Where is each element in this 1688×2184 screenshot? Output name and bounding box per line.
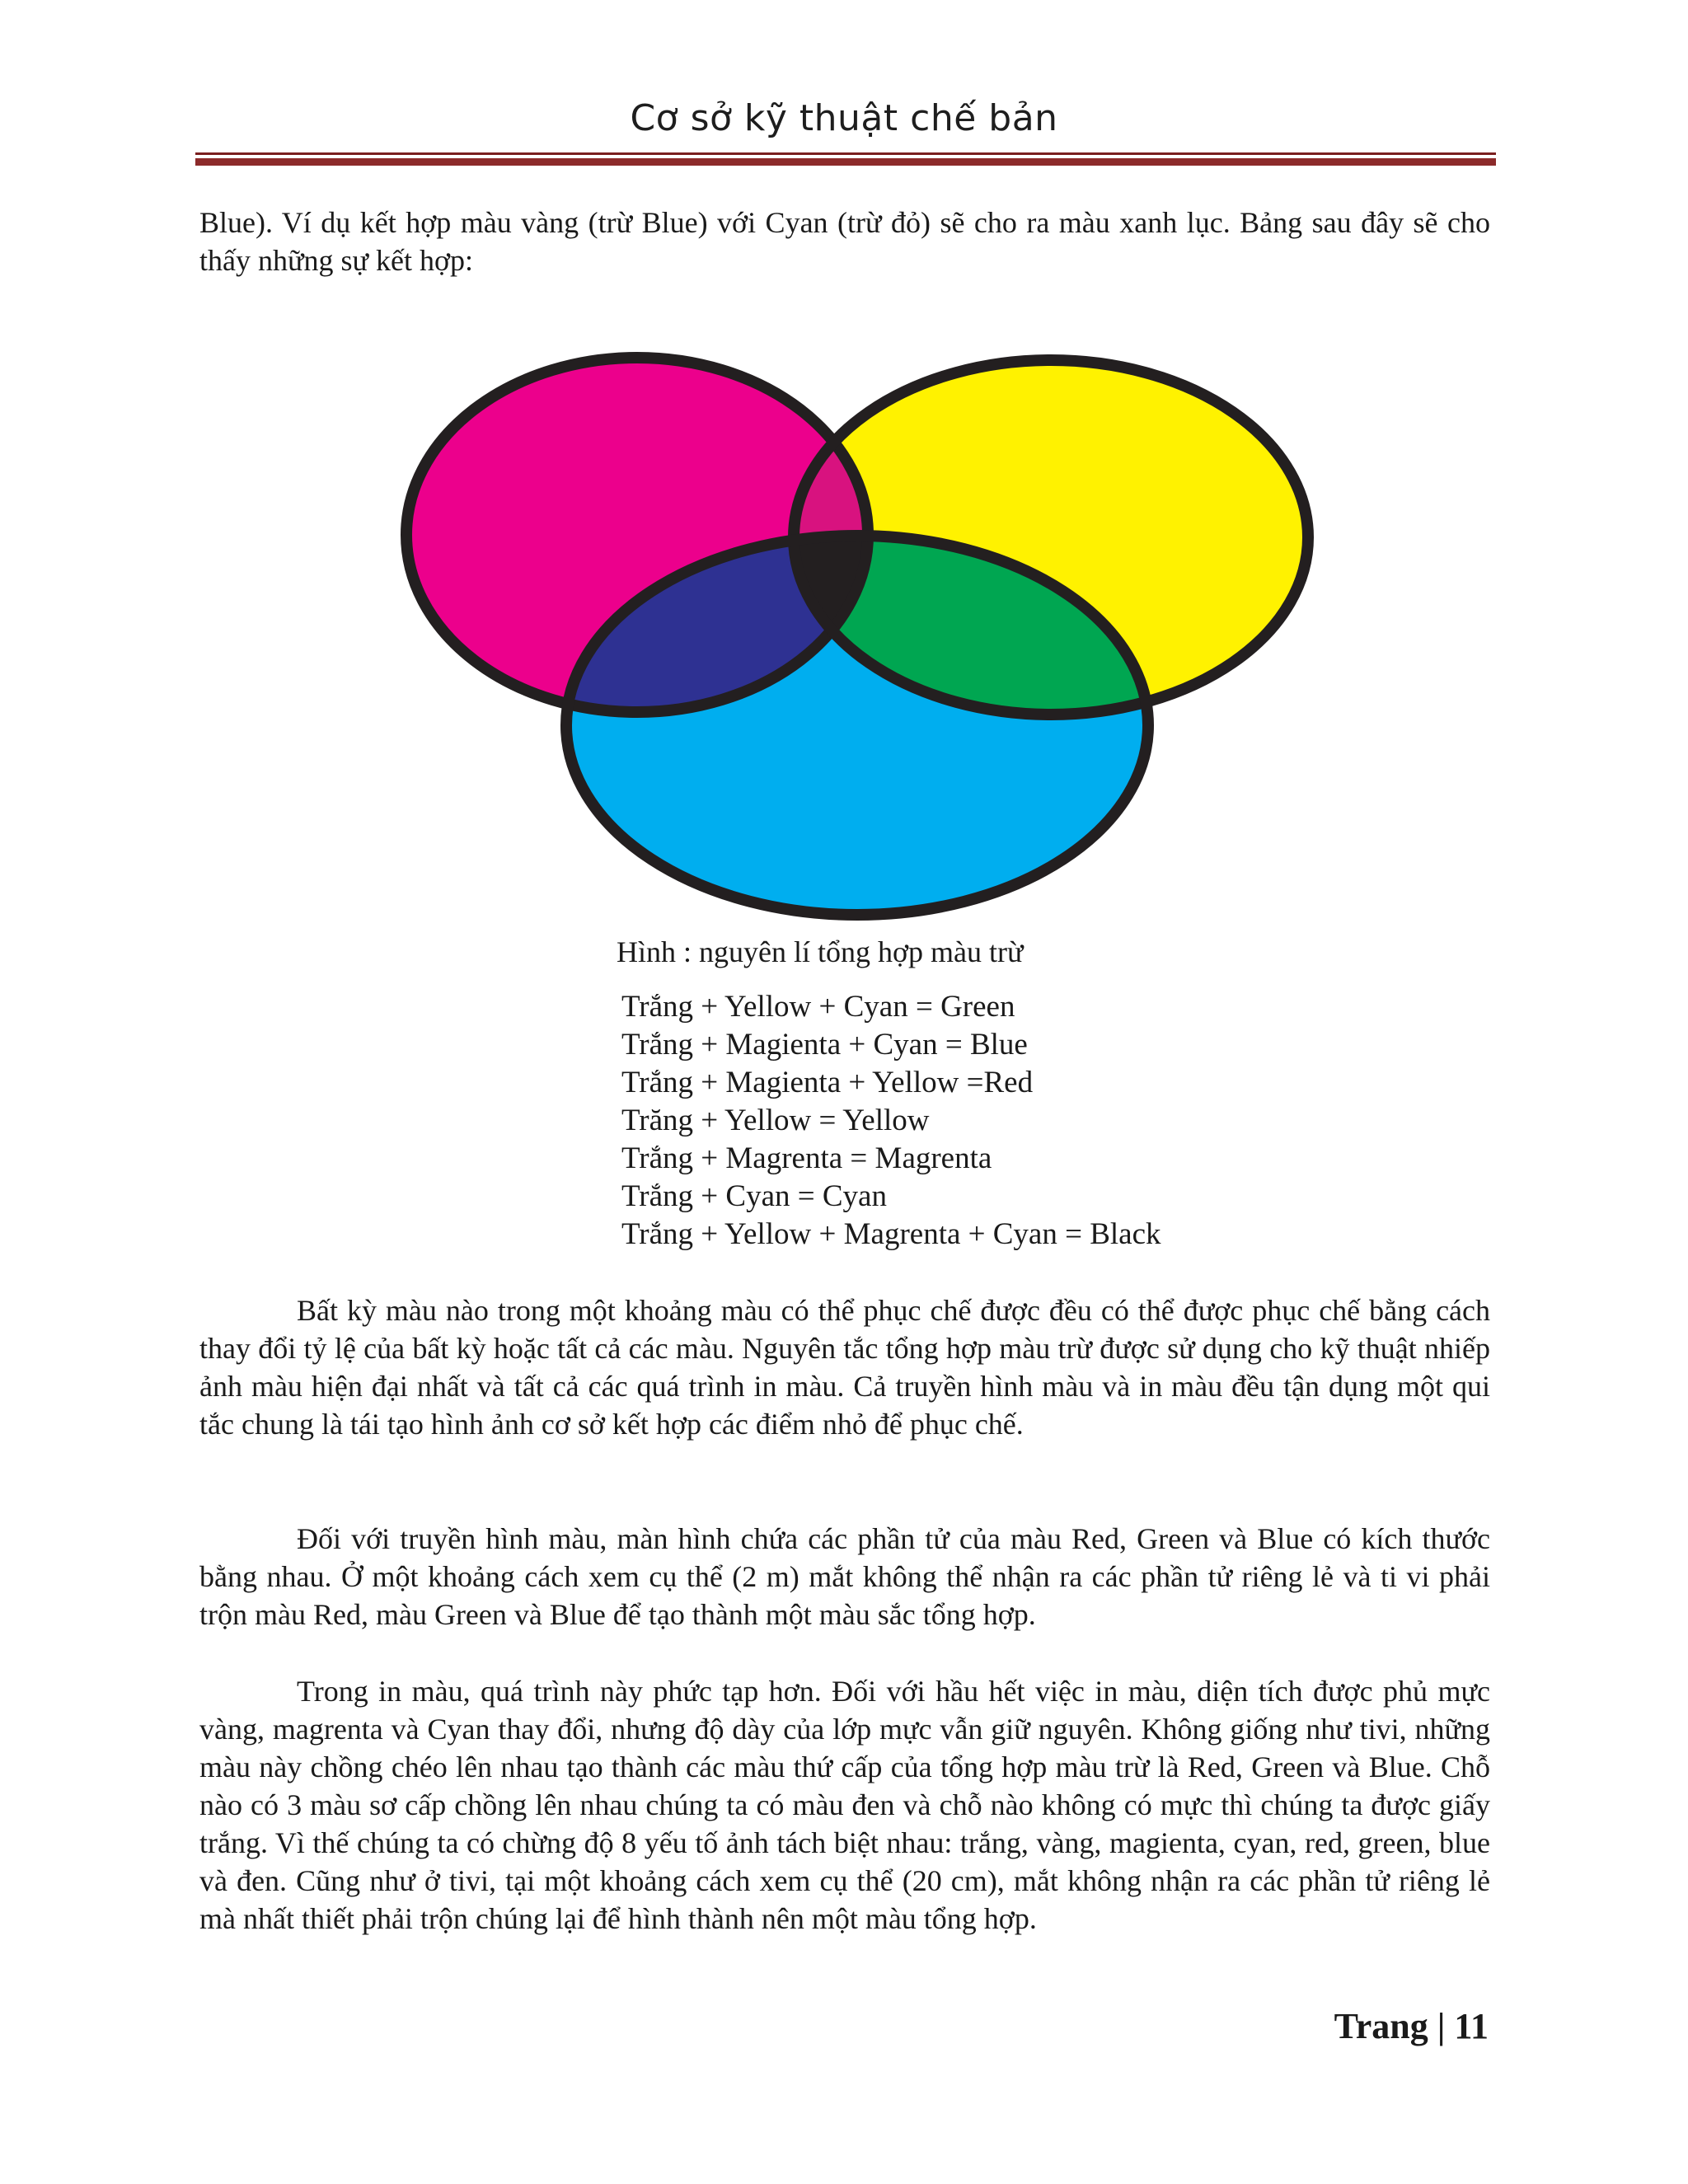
- figure-caption: Hình : nguyên lí tổng hợp màu trừ: [617, 935, 1024, 968]
- subtractive-color-venn-diagram: [398, 325, 1321, 926]
- equation-line: Trắng + Magienta + Cyan = Blue: [621, 1028, 1028, 1062]
- venn-fill-layer: [406, 358, 1308, 915]
- header-rule-thick: [195, 158, 1496, 166]
- header-rule-thin: [195, 152, 1496, 155]
- equation-line: Trắng + Magrenta = Magrenta: [621, 1141, 992, 1175]
- intro-paragraph: Blue). Ví dụ kết hợp màu vàng (trừ Blue) với Cyan (trừ đỏ) sẽ cho ra màu xanh lục. Bảng sau đây sẽ cho thấy những sự kết hợp:: [199, 206, 1490, 277]
- equation-line: Trắng + Yellow + Magrenta + Cyan = Black: [621, 1217, 1161, 1251]
- page-header-title: Cơ sở kỹ thuật chế bản: [630, 97, 1058, 139]
- body-paragraph-3: Trong in màu, quá trình này phức tạp hơn. Đối với hầu hết việc in màu, diện tích được phủ mực vàng, magrenta và Cyan thay đổi, nhưng độ dày của lớp mực vẫn giữ nguyên. Không giống như tivi, những màu này chồng chéo lên nhau tạo thành các màu thứ cấp của tổng hợp màu trừ là Red, Green và Blue. Chỗ nào có 3 màu sơ cấp chồng lên nhau chúng ta có màu đen và chỗ nào không có mực thì chúng ta được giấy trắng. Vì thế chúng ta có chừng độ 8 yếu tố ảnh tách biệt nhau: trắng, vàng, magienta, cyan, red, green, blue và đen. Cũng như ở tivi, tại một khoảng cách xem cụ thể (20 cm), mắt không nhận ra các phần tử riêng lẻ mà nhất thiết phải trộn chúng lại để hình thành nên một màu tổng hợp.: [199, 1675, 1490, 1935]
- body-paragraph-1: Bất kỳ màu nào trong một khoảng màu có thể phục chế được đều có thể được phục chế bằng cách thay đổi tỷ lệ của bất kỳ hoặc tất cả các màu. Nguyên tắc tổng hợp màu trừ được sử dụng cho kỹ thuật nhiếp ảnh màu hiện đại nhất và tất cả các quá trình in màu. Cả truyền hình màu và in màu đều tận dụng một qui tắc chung là tái tạo hình ảnh cơ sở kết hợp các điểm nhỏ để phục chế.: [199, 1294, 1490, 1441]
- equation-line: Trăng + Yellow = Yellow: [621, 1104, 930, 1137]
- equation-line: Trắng + Yellow + Cyan = Green: [621, 990, 1015, 1024]
- equation-line: Trắng + Cyan = Cyan: [621, 1179, 887, 1213]
- page-number: Trang | 11: [1334, 2006, 1489, 2046]
- equation-line: Trắng + Magienta + Yellow =Red: [621, 1066, 1034, 1099]
- body-paragraph-2: Đối với truyền hình màu, màn hình chứa các phần tử của màu Red, Green và Blue có kích thước bằng nhau. Ở một khoảng cách xem cụ thể (2 m) mắt không thể nhận ra các phần tử riêng lẻ và ti vi phải trộn màu Red, màu Green và Blue để tạo thành một màu sắc tổng hợp.: [199, 1522, 1490, 1631]
- color-equation-list: [621, 988, 1161, 1254]
